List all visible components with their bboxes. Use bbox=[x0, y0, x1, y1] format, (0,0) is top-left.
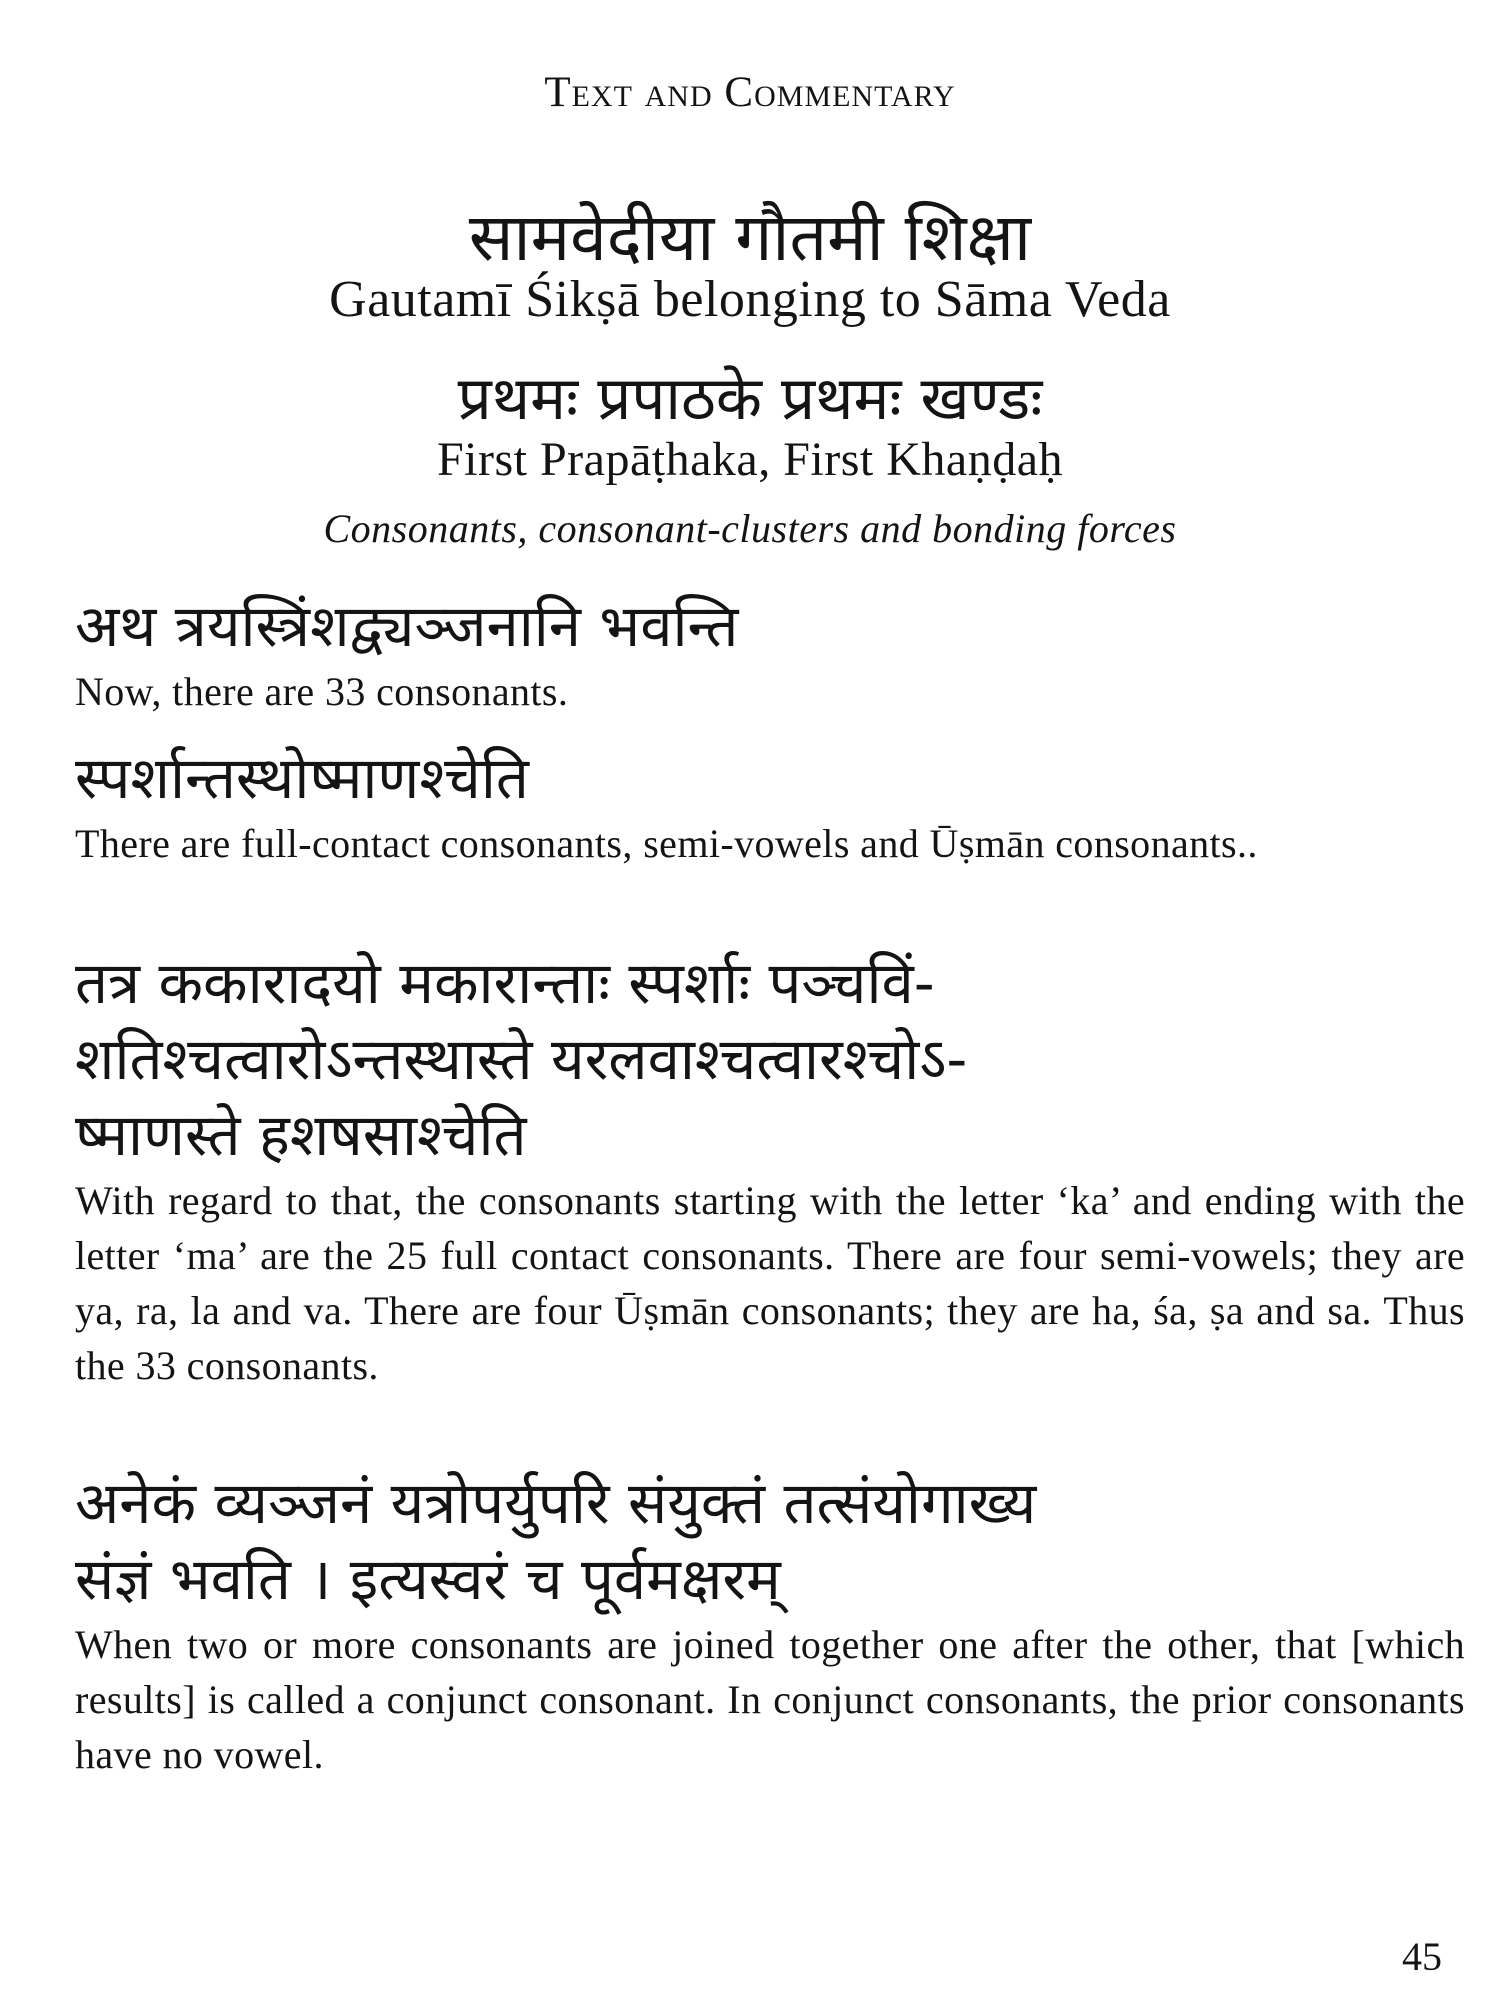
verse-3 bbox=[75, 945, 1465, 1393]
verse-1-translation: Now, there are 33 consonants. bbox=[75, 669, 569, 714]
verse-1-sanskrit-line-1: अथ त्रयस्त्रिंशद्व्यञ्जनानि भवन्ति bbox=[75, 592, 739, 660]
verse-4-sanskrit-line-1: अनेकं व्यञ्जनं यत्रोपर्युपरि संयुक्तं तत्संयोगाख्य bbox=[75, 1469, 1037, 1537]
title-sanskrit: सामवेदीया गौतमी शिक्षा bbox=[468, 199, 1032, 276]
verse-3-sanskrit-line-1: तत्र ककारादयो मकारान्ताः स्पर्शाः पञ्चविं- bbox=[75, 949, 935, 1017]
verse-2-translation: There are full-contact consonants, semi-vowels and Ūṣmān consonants.. bbox=[75, 821, 1258, 866]
verse-3-sanskrit-line-3: ष्माणस्ते हशषसाश्चेति bbox=[75, 1101, 527, 1169]
section-sanskrit: प्रथमः प्रपाठके प्रथमः खण्डः bbox=[457, 364, 1043, 434]
verse-1 bbox=[75, 588, 1465, 719]
verse-3-sanskrit-line-2: शतिश्चत्वारोऽन्तस्थास्ते यरलवाश्चत्वारश्चोऽ- bbox=[75, 1025, 968, 1093]
verse-2-sanskrit-line-1: स्पर्शान्तस्थोष्माणश्चेति bbox=[75, 744, 529, 812]
verse-4-translation: When two or more consonants are joined together one after the other, that [which results] is called a conjunct consonant. In conjunct consonants, the prior consonants have no vowel. bbox=[75, 1622, 1465, 1777]
verse-4 bbox=[75, 1465, 1465, 1782]
page-number: 45 bbox=[1402, 1934, 1442, 1979]
verse-4-sanskrit-line-2: संज्ञं भवति । इत्यस्वरं च पूर्वमक्षरम् bbox=[75, 1545, 781, 1613]
verse-3-translation: With regard to that, the consonants starting with the letter ‘ka’ and ending with the letter ‘ma’ are the 25 full contact consonants. There are four semi-vowels; they are ya, ra, la and va. There are four Ūṣmān consonants; they are ha, śa, ṣa and sa. Thus the 33 consonants. bbox=[75, 1178, 1465, 1388]
section-english: First Prapāṭhaka, First Khaṇḍaḥ bbox=[436, 433, 1064, 486]
title-english: Gautamī Śikṣā belonging to Sāma Veda bbox=[329, 271, 1171, 328]
section-subtitle: Consonants, consonant-clusters and bonding forces bbox=[323, 506, 1177, 551]
running-head: Text and Commentary bbox=[544, 69, 956, 116]
verse-2 bbox=[75, 740, 1465, 871]
